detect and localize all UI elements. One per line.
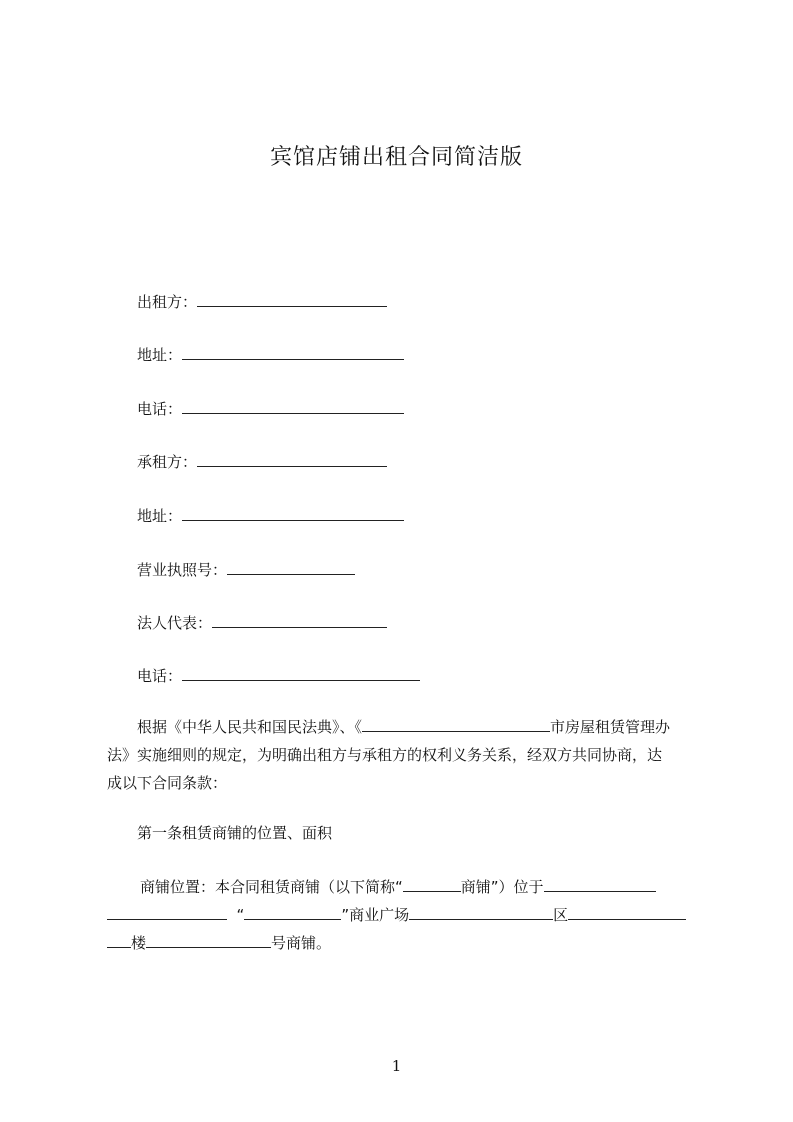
- floor-blank: [107, 931, 131, 948]
- lessee-label: 承租方：: [137, 453, 198, 471]
- lessor-phone-label: 电话：: [137, 400, 183, 418]
- page-number: 1: [391, 1057, 402, 1075]
- zone-text: 区: [553, 906, 569, 924]
- article-1-line-3: [107, 929, 699, 957]
- lessee-phone-field: [137, 666, 420, 686]
- quote-open: “: [236, 906, 245, 924]
- shop-number-text: 号商铺。: [271, 934, 332, 952]
- shop-number-blank: [146, 931, 271, 948]
- preamble-line-1: [107, 713, 699, 741]
- location-blank: [544, 875, 656, 892]
- legal-representative-label: 法人代表：: [137, 614, 213, 632]
- lessor-blank: [197, 292, 387, 307]
- lessor-phone-blank: [182, 399, 404, 414]
- preamble-line-3: 成以下合同条款：: [107, 774, 228, 792]
- lessor-phone-field: [137, 399, 404, 419]
- lessor-field: [137, 292, 387, 312]
- article-1-line-1: [107, 873, 699, 901]
- legal-representative-blank: [212, 613, 387, 628]
- preamble-text-1b: 市房屋租赁管理办: [550, 718, 671, 736]
- preamble-line-2: 法》实施细则的规定，为明确出租方与承租方的权利义务关系，经双方共同协商，达: [107, 746, 663, 764]
- plaza-name-blank: [244, 903, 341, 920]
- legal-representative-field: [137, 613, 387, 633]
- lessee-address-label: 地址：: [137, 507, 183, 525]
- lessee-phone-blank: [182, 666, 420, 681]
- lessor-address-blank: [182, 345, 404, 360]
- article-1-heading: 第一条租赁商铺的位置、面积: [137, 824, 333, 842]
- lessor-address-label: 地址：: [137, 346, 183, 364]
- business-license-field: [137, 560, 355, 580]
- lessee-address-blank: [182, 506, 404, 521]
- floor-text: 楼: [131, 934, 147, 952]
- article-1-paragraph: [107, 873, 699, 957]
- lessee-address-field: [137, 506, 404, 526]
- preamble-paragraph: [107, 713, 699, 797]
- business-license-label: 营业执照号：: [137, 561, 228, 579]
- district-prefix-blank: [107, 903, 227, 920]
- lessor-address-field: [137, 345, 404, 365]
- lessor-label: 出租方：: [137, 293, 198, 311]
- location-text-1a: 商铺位置：本合同租赁商铺（以下简称“: [140, 878, 403, 896]
- article-1-line-2: [107, 901, 699, 929]
- shop-name-blank: [403, 875, 461, 892]
- location-text-1b: 商铺”）位于: [460, 878, 544, 896]
- document-title: 宾馆店铺出租合同简洁版: [269, 145, 523, 170]
- city-blank: [362, 715, 550, 732]
- plaza-text: ”商业广场: [341, 906, 410, 924]
- lessee-field: [137, 452, 387, 472]
- lessee-blank: [197, 452, 387, 467]
- lessee-phone-label: 电话：: [137, 667, 183, 685]
- floor-prefix-blank: [568, 903, 686, 920]
- zone-blank: [409, 903, 553, 920]
- preamble-text-1a: 根据《中华人民共和国民法典》、《: [137, 718, 363, 736]
- business-license-blank: [227, 560, 355, 575]
